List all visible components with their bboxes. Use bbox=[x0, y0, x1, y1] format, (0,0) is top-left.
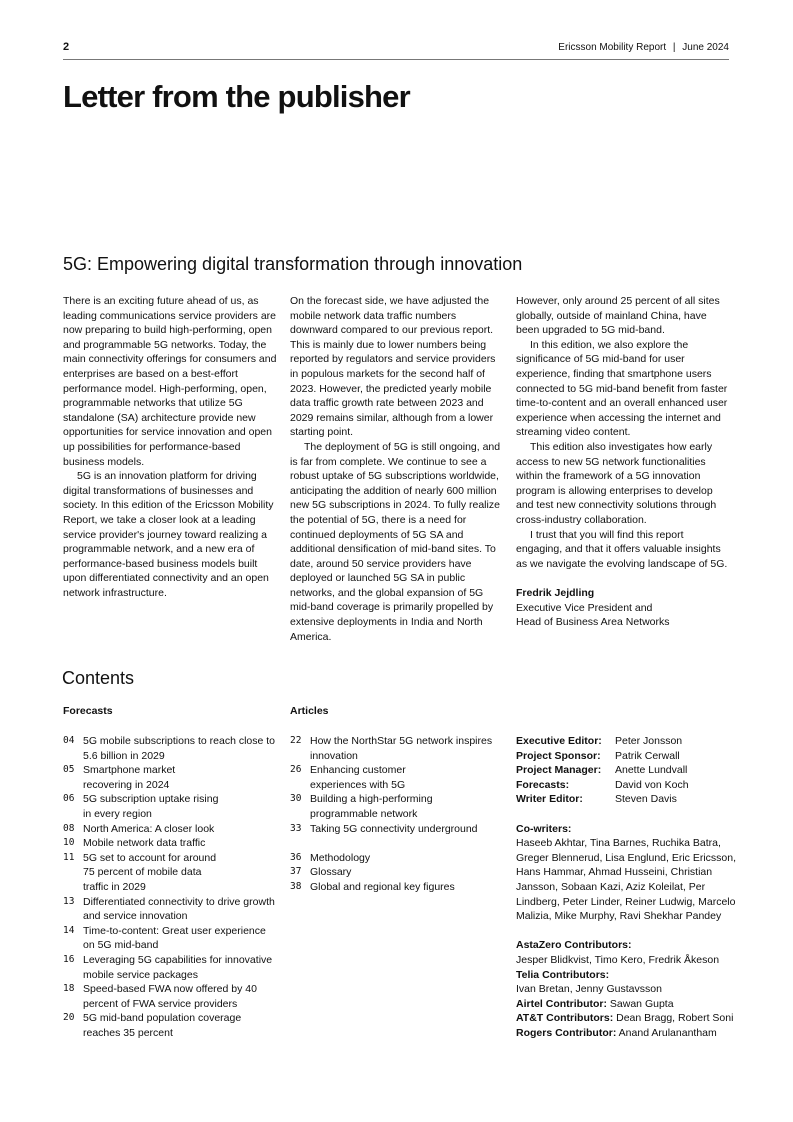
toc-entry[interactable] bbox=[290, 792, 505, 821]
toc-page-number: 04 bbox=[63, 735, 75, 746]
toc-entry[interactable] bbox=[63, 792, 278, 821]
airtel-line bbox=[516, 997, 746, 1012]
toc-page-number: 33 bbox=[290, 822, 302, 834]
toc-entry-title: Enhancing customer experiences with 5G bbox=[310, 764, 406, 791]
forecasts-toc-list bbox=[63, 734, 278, 1040]
spacer bbox=[516, 807, 746, 822]
role-name: Peter Jonsson bbox=[615, 735, 683, 747]
toc-page-number: 20 bbox=[63, 1012, 75, 1024]
credit-role bbox=[516, 778, 746, 793]
credit-role bbox=[516, 749, 746, 764]
credit-role bbox=[516, 734, 746, 749]
letter-subtitle: 5G: Empowering digital transformation through innovation bbox=[63, 254, 523, 274]
contents-heading: Contents bbox=[62, 668, 135, 688]
role-name: Steven Davis bbox=[615, 793, 677, 806]
toc-page-number: 38 bbox=[290, 880, 302, 892]
credit-role bbox=[516, 763, 746, 778]
toc-page-number: 10 bbox=[63, 837, 75, 849]
toc-entry[interactable] bbox=[290, 734, 505, 763]
toc-entry[interactable] bbox=[63, 836, 278, 851]
rogers-contributor: Anand Arulanantham bbox=[618, 1026, 717, 1039]
toc-entry[interactable] bbox=[63, 924, 278, 953]
letter-column-2 bbox=[290, 294, 504, 644]
role-label: Forecasts: bbox=[516, 778, 570, 791]
toc-entry-title: Glossary bbox=[310, 866, 352, 879]
page-title: Letter from the publisher bbox=[63, 79, 410, 114]
toc-page-number: 30 bbox=[290, 793, 302, 805]
toc-entry-title: Building a high-performing programmable network bbox=[310, 793, 433, 820]
toc-page-number: 05 bbox=[63, 764, 75, 776]
toc-entry[interactable] bbox=[290, 851, 505, 866]
publication-name: Ericsson Mobility Report bbox=[558, 42, 667, 53]
paragraph: This edition also investigates how early access to new 5G network functionalities within the framework of a 5G innovation program is allowing enterprises to develop and test new connectivity solutions through cross-industry collaboration. bbox=[516, 440, 717, 526]
airtel-contributor: Sawan Gupta bbox=[609, 997, 674, 1010]
toc-page-number: 36 bbox=[290, 851, 302, 863]
paragraph: 5G is an innovation platform for driving digital transformations of businesses and society. In this edition of the Ericsson Mobility Report, we take a closer look at a leading service provider's journey toward realizing a programmable network, and a new era of performance-based business models built upon differentiated connectivity and an open network infrastructure. bbox=[63, 470, 274, 599]
letter-column-1 bbox=[63, 294, 277, 600]
articles-heading: Articles bbox=[290, 705, 329, 717]
rogers-label: Rogers Contributor: bbox=[516, 1026, 617, 1039]
toc-entry-title: Time-to-content: Great user experience on 5G mid-band bbox=[83, 924, 266, 952]
toc-entry-title: 5G set to account for around 75 percent of mobile data traffic in 2029 bbox=[83, 851, 217, 893]
credits-block bbox=[516, 734, 746, 1040]
page-number: 2 bbox=[63, 41, 70, 53]
toc-page-number: 37 bbox=[290, 866, 302, 878]
running-header bbox=[558, 42, 729, 53]
toc-page-number: 16 bbox=[63, 953, 75, 965]
header-rule bbox=[63, 59, 729, 60]
paragraph: The deployment of 5G is still ongoing, and is far from complete. We continue to see a robust uptake of 5G subscriptions worldwide, anticipating the addition of nearly 600 million new 5G subscriptions in 2024. To fully realize the potential of 5G, there is a need for continued deployments of 5G SA and additional densification of mid-band sites. To date, around 50 service providers have deployed or launched 5G SA in public networks, and the global expansion of 5G mid-band coverage is primarily propelled by extensive deployments in India and North America. bbox=[290, 440, 501, 643]
toc-entry-title: Methodology bbox=[310, 851, 371, 864]
letter-column-3 bbox=[516, 294, 730, 630]
toc-entry[interactable] bbox=[290, 763, 505, 792]
toc-page-number: 18 bbox=[63, 983, 75, 995]
toc-entry[interactable] bbox=[63, 982, 278, 1011]
toc-entry-title: Smartphone market recovering in 2024 bbox=[83, 764, 176, 791]
role-label: Executive Editor: bbox=[516, 735, 602, 747]
toc-entry-title: Taking 5G connectivity underground bbox=[310, 822, 478, 835]
toc-entry[interactable] bbox=[63, 953, 278, 982]
forecasts-heading: Forecasts bbox=[63, 705, 113, 717]
articles-toc-list bbox=[290, 734, 505, 895]
paragraph: There is an exciting future ahead of us, as leading communications service providers are now preparing to build high-performing, open and programmable 5G networks. Today, the main connectivity offerings for consumers and enterprises are based on a best-effort performance model. High-performing, open, programmable networks that utilize 5G standalone (SA) architecture provide new opportunities for service innovation and open up possibilities for performance-based business models. bbox=[63, 295, 277, 468]
toc-entry-title: Differentiated connectivity to drive growth and service innovation bbox=[83, 895, 275, 923]
toc-page-number: 22 bbox=[290, 735, 302, 746]
toc-entry[interactable] bbox=[63, 895, 278, 924]
publication-date: June 2024 bbox=[682, 42, 729, 53]
paragraph: I trust that you will find this report engaging, and that it offers valuable insights as we navigate the evolving landscape of 5G. bbox=[516, 528, 728, 570]
toc-entry-title: 5G subscription uptake rising in every region bbox=[83, 793, 219, 820]
role-label: Project Manager: bbox=[516, 764, 602, 777]
telia-label: Telia Contributors: bbox=[516, 968, 610, 981]
toc-page-number: 06 bbox=[63, 793, 75, 805]
header-separator: | bbox=[672, 42, 676, 53]
cowriters-label: Co-writers: bbox=[516, 822, 572, 835]
toc-entry-title: Leveraging 5G capabilities for innovative mobile service packages bbox=[83, 953, 273, 981]
toc-entry[interactable] bbox=[63, 763, 278, 792]
att-line bbox=[516, 1011, 746, 1026]
astazero-label: AstaZero Contributors: bbox=[516, 939, 632, 952]
toc-entry-title: Mobile network data traffic bbox=[83, 837, 206, 850]
toc-entry[interactable] bbox=[63, 851, 278, 895]
cowriters-list: Haseeb Akhtar, Tina Barnes, Ruchika Batra, Greger Blennerud, Lisa Englund, Eric Ericsson, Hans Hammar, Ahmad Husseini, Christian Jansson, Sobaan Kazi, Aziz Koleilat, Per Lindberg, Peter Linder, Reiner Ludwig, Marcelo Malizia, Mike Murphy, Ravi Shekhar Pandey bbox=[516, 837, 737, 923]
toc-page-number: 08 bbox=[63, 822, 75, 834]
rogers-line bbox=[516, 1026, 746, 1041]
role-label: Project Sponsor: bbox=[516, 749, 601, 762]
role-name: Patrik Cerwall bbox=[615, 749, 680, 762]
role-name: Anette Lundvall bbox=[615, 764, 688, 777]
toc-entry[interactable] bbox=[290, 880, 505, 895]
role-name: David von Koch bbox=[615, 778, 689, 791]
toc-entry-title: 5G mobile subscriptions to reach close to 5.6 billion in 2029 bbox=[83, 735, 276, 762]
signature-title-line-1: Executive Vice President and bbox=[516, 601, 653, 614]
toc-entry-title: North America: A closer look bbox=[83, 822, 215, 835]
toc-entry[interactable] bbox=[63, 734, 278, 763]
signature-name: Fredrik Jejdling bbox=[516, 587, 595, 600]
att-contributors: Dean Bragg, Robert Soni bbox=[616, 1012, 734, 1025]
telia-contributors: Ivan Bretan, Jenny Gustavsson bbox=[516, 983, 662, 996]
paragraph: In this edition, we also explore the significance of 5G mid-band for user experience, finding that smartphone users connected to 5G mid-band benefit from faster time-to-content and an overall enhanced user experience when accessing the internet and streaming video content. bbox=[516, 338, 728, 439]
toc-page-number: 11 bbox=[63, 851, 75, 863]
paragraph: However, only around 25 percent of all sites globally, outside of mainland China, have been upgraded to 5G mid-band. bbox=[516, 295, 720, 337]
signature-title-line-2: Head of Business Area Networks bbox=[516, 616, 670, 629]
toc-entry[interactable] bbox=[63, 822, 278, 837]
astazero-contributors: Jesper Blidkvist, Timo Kero, Fredrik Åkeson bbox=[516, 953, 720, 966]
toc-entry[interactable] bbox=[290, 865, 505, 880]
toc-entry[interactable] bbox=[290, 822, 505, 837]
toc-entry-title: 5G mid-band population coverage reaches 35 percent bbox=[83, 1012, 242, 1039]
role-label: Writer Editor: bbox=[516, 793, 583, 806]
att-label: AT&T Contributors: bbox=[516, 1012, 614, 1025]
toc-entry[interactable] bbox=[63, 1011, 278, 1040]
spacer bbox=[516, 924, 746, 939]
toc-page-number: 14 bbox=[63, 924, 75, 936]
toc-page-number: 26 bbox=[290, 764, 302, 776]
toc-entry-title: How the NorthStar 5G network inspires innovation bbox=[310, 735, 493, 762]
toc-page-number: 13 bbox=[63, 895, 75, 907]
credit-role bbox=[516, 792, 746, 807]
toc-entry-title: Speed-based FWA now offered by 40 percent of FWA service providers bbox=[83, 983, 257, 1010]
paragraph: On the forecast side, we have adjusted the mobile network data traffic numbers downward compared to our previous report. This is mainly due to lower numbers being reported by regulators and service providers in populous markets for the second half of 2023. However, the predicted yearly mobile data traffic growth rate between 2023 and 2029 remains similar, although from a lower starting point. bbox=[290, 295, 496, 439]
airtel-label: Airtel Contributor: bbox=[516, 997, 607, 1010]
toc-entry-title: Global and regional key figures bbox=[310, 880, 455, 893]
